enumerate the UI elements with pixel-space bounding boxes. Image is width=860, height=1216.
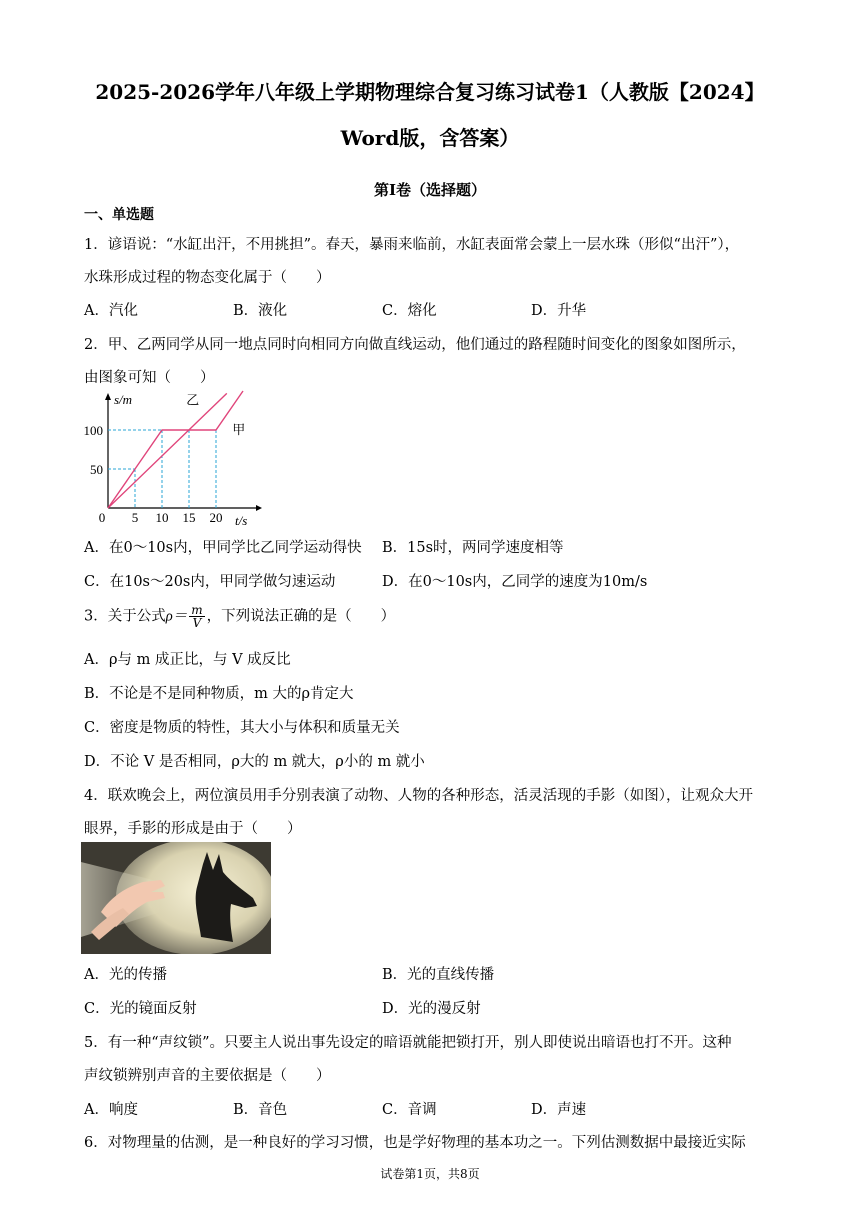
q5-line2: 声纹锁辨别声音的主要依据是（ ） <box>84 1068 331 1084</box>
q2-option-c: C．在10s～20s内，甲同学做匀速运动 <box>84 574 336 590</box>
x-tick-label-5: 5 <box>131 510 139 525</box>
q2-option-d: D．在0～10s内，乙同学的速度为10m/s <box>382 574 648 590</box>
x-tick-label-0: 0 <box>98 510 106 525</box>
q3-option-d: D．不论 V 是否相同，ρ大的 m 就大，ρ小的 m 就小 <box>84 754 425 770</box>
q5-line1: 5．有一种“声纹锁”。只要主人说出事先设定的暗语就能把锁打开，别人即使说出暗语也打不开。这种 <box>84 1035 732 1051</box>
x-tick-label-10: 10 <box>155 510 169 525</box>
series-line-yi <box>108 393 227 508</box>
q3-rho: ρ＝ <box>165 608 188 625</box>
x-tick-label-15: 15 <box>182 510 196 525</box>
q5-option-b: B．音色 <box>233 1102 288 1118</box>
document-title-line1: 2025-2026学年八年级上学期物理综合复习练习试卷1（人教版【2024】 <box>95 80 765 104</box>
q2-line1: 2．甲、乙两同学从同一地点同时向相同方向做直线运动，他们通过的路程随时间变化的图象如图所示， <box>84 337 746 353</box>
q2-option-b: B．15s时，两同学速度相等 <box>382 540 564 556</box>
q3-option-c: C．密度是物质的特性，其大小与体积和质量无关 <box>84 720 400 736</box>
q3-suffix: ，下列说法正确的是（ ） <box>206 608 396 625</box>
st-graph <box>84 390 264 526</box>
part-label: 一、单选题 <box>84 207 154 223</box>
q1-option-b: B．液化 <box>233 303 288 319</box>
q5-option-d: D．声速 <box>531 1102 587 1118</box>
document-title-line2: Word版，含答案） <box>340 126 520 150</box>
q4-option-b: B．光的直线传播 <box>382 967 495 983</box>
q3-fraction-denominator: V <box>192 616 202 630</box>
y-tick-label-50: 50 <box>90 462 103 477</box>
x-axis-arrow <box>256 505 262 511</box>
q2-option-a: A．在0～10s内，甲同学比乙同学运动得快 <box>84 540 362 556</box>
q4-option-a: A．光的传播 <box>84 967 167 983</box>
q4-line1: 4．联欢晚会上，两位演员用手分别表演了动物、人物的各种形态，活灵活现的手影（如图），让观众大开 <box>84 788 753 804</box>
q6-line1: 6．对物理量的估测，是一种良好的学习习惯，也是学好物理的基本功之一。下列估测数据中最接近实际 <box>84 1135 746 1151</box>
q1-line2: 水珠形成过程的物态变化属于（ ） <box>84 270 331 286</box>
q2-line2: 由图象可知（ ） <box>84 370 215 386</box>
q4-option-c: C．光的镜面反射 <box>84 1001 197 1017</box>
series-label-jia: 甲 <box>232 422 246 437</box>
q3-option-b: B．不论是不是同种物质，m 大的ρ肯定大 <box>84 686 354 702</box>
y-axis-label: s/m <box>114 392 133 407</box>
q1-option-a: A．汽化 <box>84 303 138 319</box>
y-axis-arrow <box>105 393 111 400</box>
x-tick-label-20: 20 <box>209 510 223 525</box>
series-line-jia <box>108 391 246 508</box>
section-title: 第Ⅰ卷（选择题） <box>373 181 487 199</box>
page-footer: 试卷第1页，共8页 <box>380 1167 480 1181</box>
q4-line2: 眼界，手影的形成是由于（ ） <box>84 821 302 837</box>
q1-option-d: D．升华 <box>531 303 587 319</box>
q3-fraction <box>189 604 204 629</box>
hand-shadow-image <box>81 842 271 954</box>
y-tick-label-100: 100 <box>84 423 103 438</box>
q1-option-c: C．熔化 <box>382 303 437 319</box>
q5-option-c: C．音调 <box>382 1102 437 1118</box>
q3-fraction-numerator: m <box>191 603 203 617</box>
q3-option-a: A．ρ与 m 成正比，与 V 成反比 <box>84 652 291 668</box>
series-label-yi: 乙 <box>186 392 200 408</box>
q1-line1: 1．谚语说：“水缸出汗，不用挑担”。春天，暴雨来临前，水缸表面常会蒙上一层水珠（形似“出汗”）， <box>84 237 740 253</box>
q3-prefix: 3．关于公式 <box>84 608 166 625</box>
q3-line <box>84 604 395 629</box>
q4-option-d: D．光的漫反射 <box>382 1001 481 1017</box>
x-axis-label: t/s <box>235 513 248 526</box>
q5-option-a: A．响度 <box>84 1102 138 1118</box>
